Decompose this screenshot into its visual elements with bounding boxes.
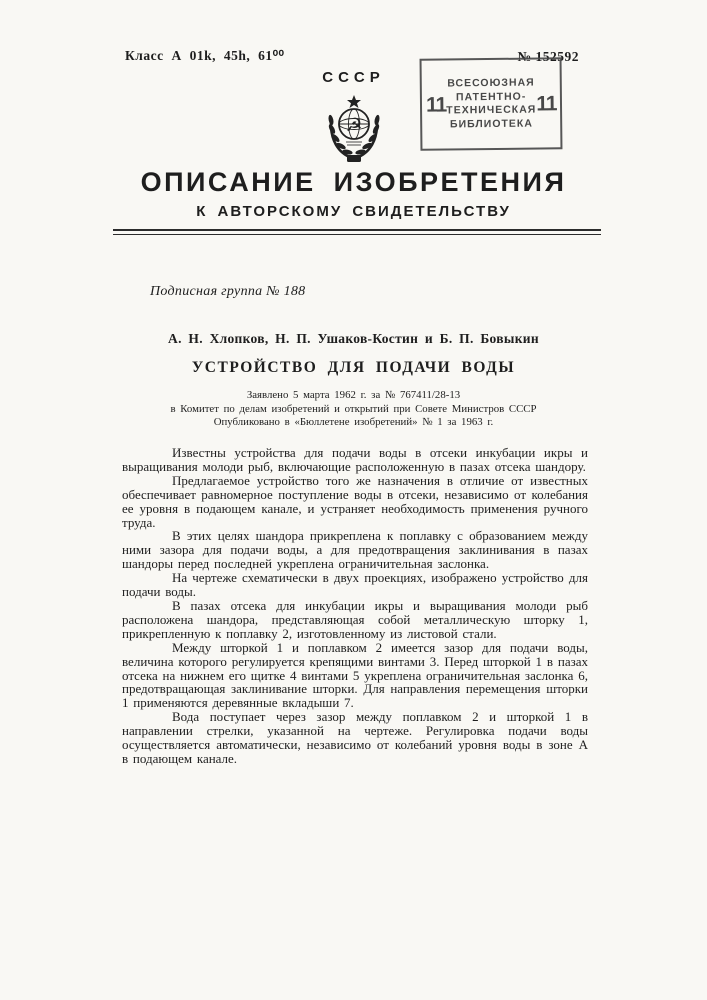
stamp-number-left: 11: [425, 92, 447, 117]
authors-line: А. Н. Хлопков, Н. П. Ушаков-Костин и Б. П. Бовыкин: [168, 331, 539, 346]
paragraph: В этих целях шандора прикреплена к поплавку с образованием между ними зазора для подачи воды, а для предотвращения заклинивания в пазах шандоры перед последней укреплена ограничительная заслонка.: [122, 528, 588, 572]
stamp-line-1: ВСЕСОЮЗНАЯ: [447, 76, 535, 90]
stamp-number-right: 11: [536, 91, 557, 116]
paragraph: Между шторкой 1 и поплавком 2 имеется зазор для подачи воды, величина которого регулируется крепящими винтами 3. Перед шторкой 1 в пазах отсека на нижнем его щитке 4 винтами 5 укреплена ограничительная заслонка 6, предотвращающая заклинивание шторки. Для направления перемещения шторки 1 применяются деревянные вкладыши 7.: [122, 639, 588, 711]
country-label: СССР: [322, 69, 385, 86]
description-body: [122, 446, 588, 766]
stamp-text: [446, 77, 537, 132]
paragraph: Вода поступает через зазор между поплавком 2 и шторкой 1 в направлении стрелки, указанной на чертеже. Регулировка подачи воды осуществляется автоматически, независимо от колебаний уровня воды в зоне А в подающем канале.: [122, 709, 588, 766]
svg-text:☭: ☭: [345, 114, 363, 137]
filing-line-3: Опубликовано в «Бюллетене изобретений» № 1 за 1963 г.: [213, 416, 494, 428]
document-subtitle: К АВТОРСКОМУ СВИДЕТЕЛЬСТВУ: [196, 203, 511, 220]
patent-number: № 152592: [517, 49, 579, 64]
ussr-state-emblem-icon: [322, 94, 386, 171]
paragraph: В пазах отсека для инкубации икры и выращивания молоди рыб расположена шандора, представляющая собой металлическую шторку 1, прикрепленную к поплавку 2, изготовленному из листовой стали.: [122, 597, 588, 641]
class-line: Класс А 01k, 45h, 61⁰⁰: [125, 48, 285, 63]
header-divider: [113, 229, 601, 235]
document-title: ОПИСАНИЕ ИЗОБРЕТЕНИЯ: [140, 167, 567, 197]
stamp-line-2: ПАТЕНТНО-: [455, 90, 527, 103]
paragraph: Известны устройства для подачи воды в отсеки инкубации икры и выращивания молоди рыб, включающие расположенную в пазах отсека шандору.: [122, 445, 588, 474]
stamp-line-3: ТЕХНИЧЕСКАЯ: [446, 103, 537, 117]
paragraph: На чертеже схематически в двух проекциях, изображено устройство для подачи воды.: [122, 570, 588, 600]
library-stamp: [420, 57, 563, 150]
filing-info: [0, 389, 707, 430]
filing-line-1: Заявлено 5 марта 1962 г. за № 767411/28-13: [246, 389, 461, 401]
invention-title: УСТРОЙСТВО ДЛЯ ПОДАЧИ ВОДЫ: [191, 359, 516, 376]
subscription-group: Подписная группа № 188: [150, 284, 306, 299]
filing-line-2: в Комитет по делам изобретений и открытий при Совете Министров СССР: [170, 402, 537, 415]
stamp-line-4: БИБЛИОТЕКА: [449, 117, 533, 130]
paragraph: Предлагаемое устройство того же назначения в отличие от известных обеспечивает равномерное поступление воды в отсеки, независимо от колебания ее уровня в подающем канале, и устраняет необходимость применения ручного труда.: [122, 472, 588, 530]
